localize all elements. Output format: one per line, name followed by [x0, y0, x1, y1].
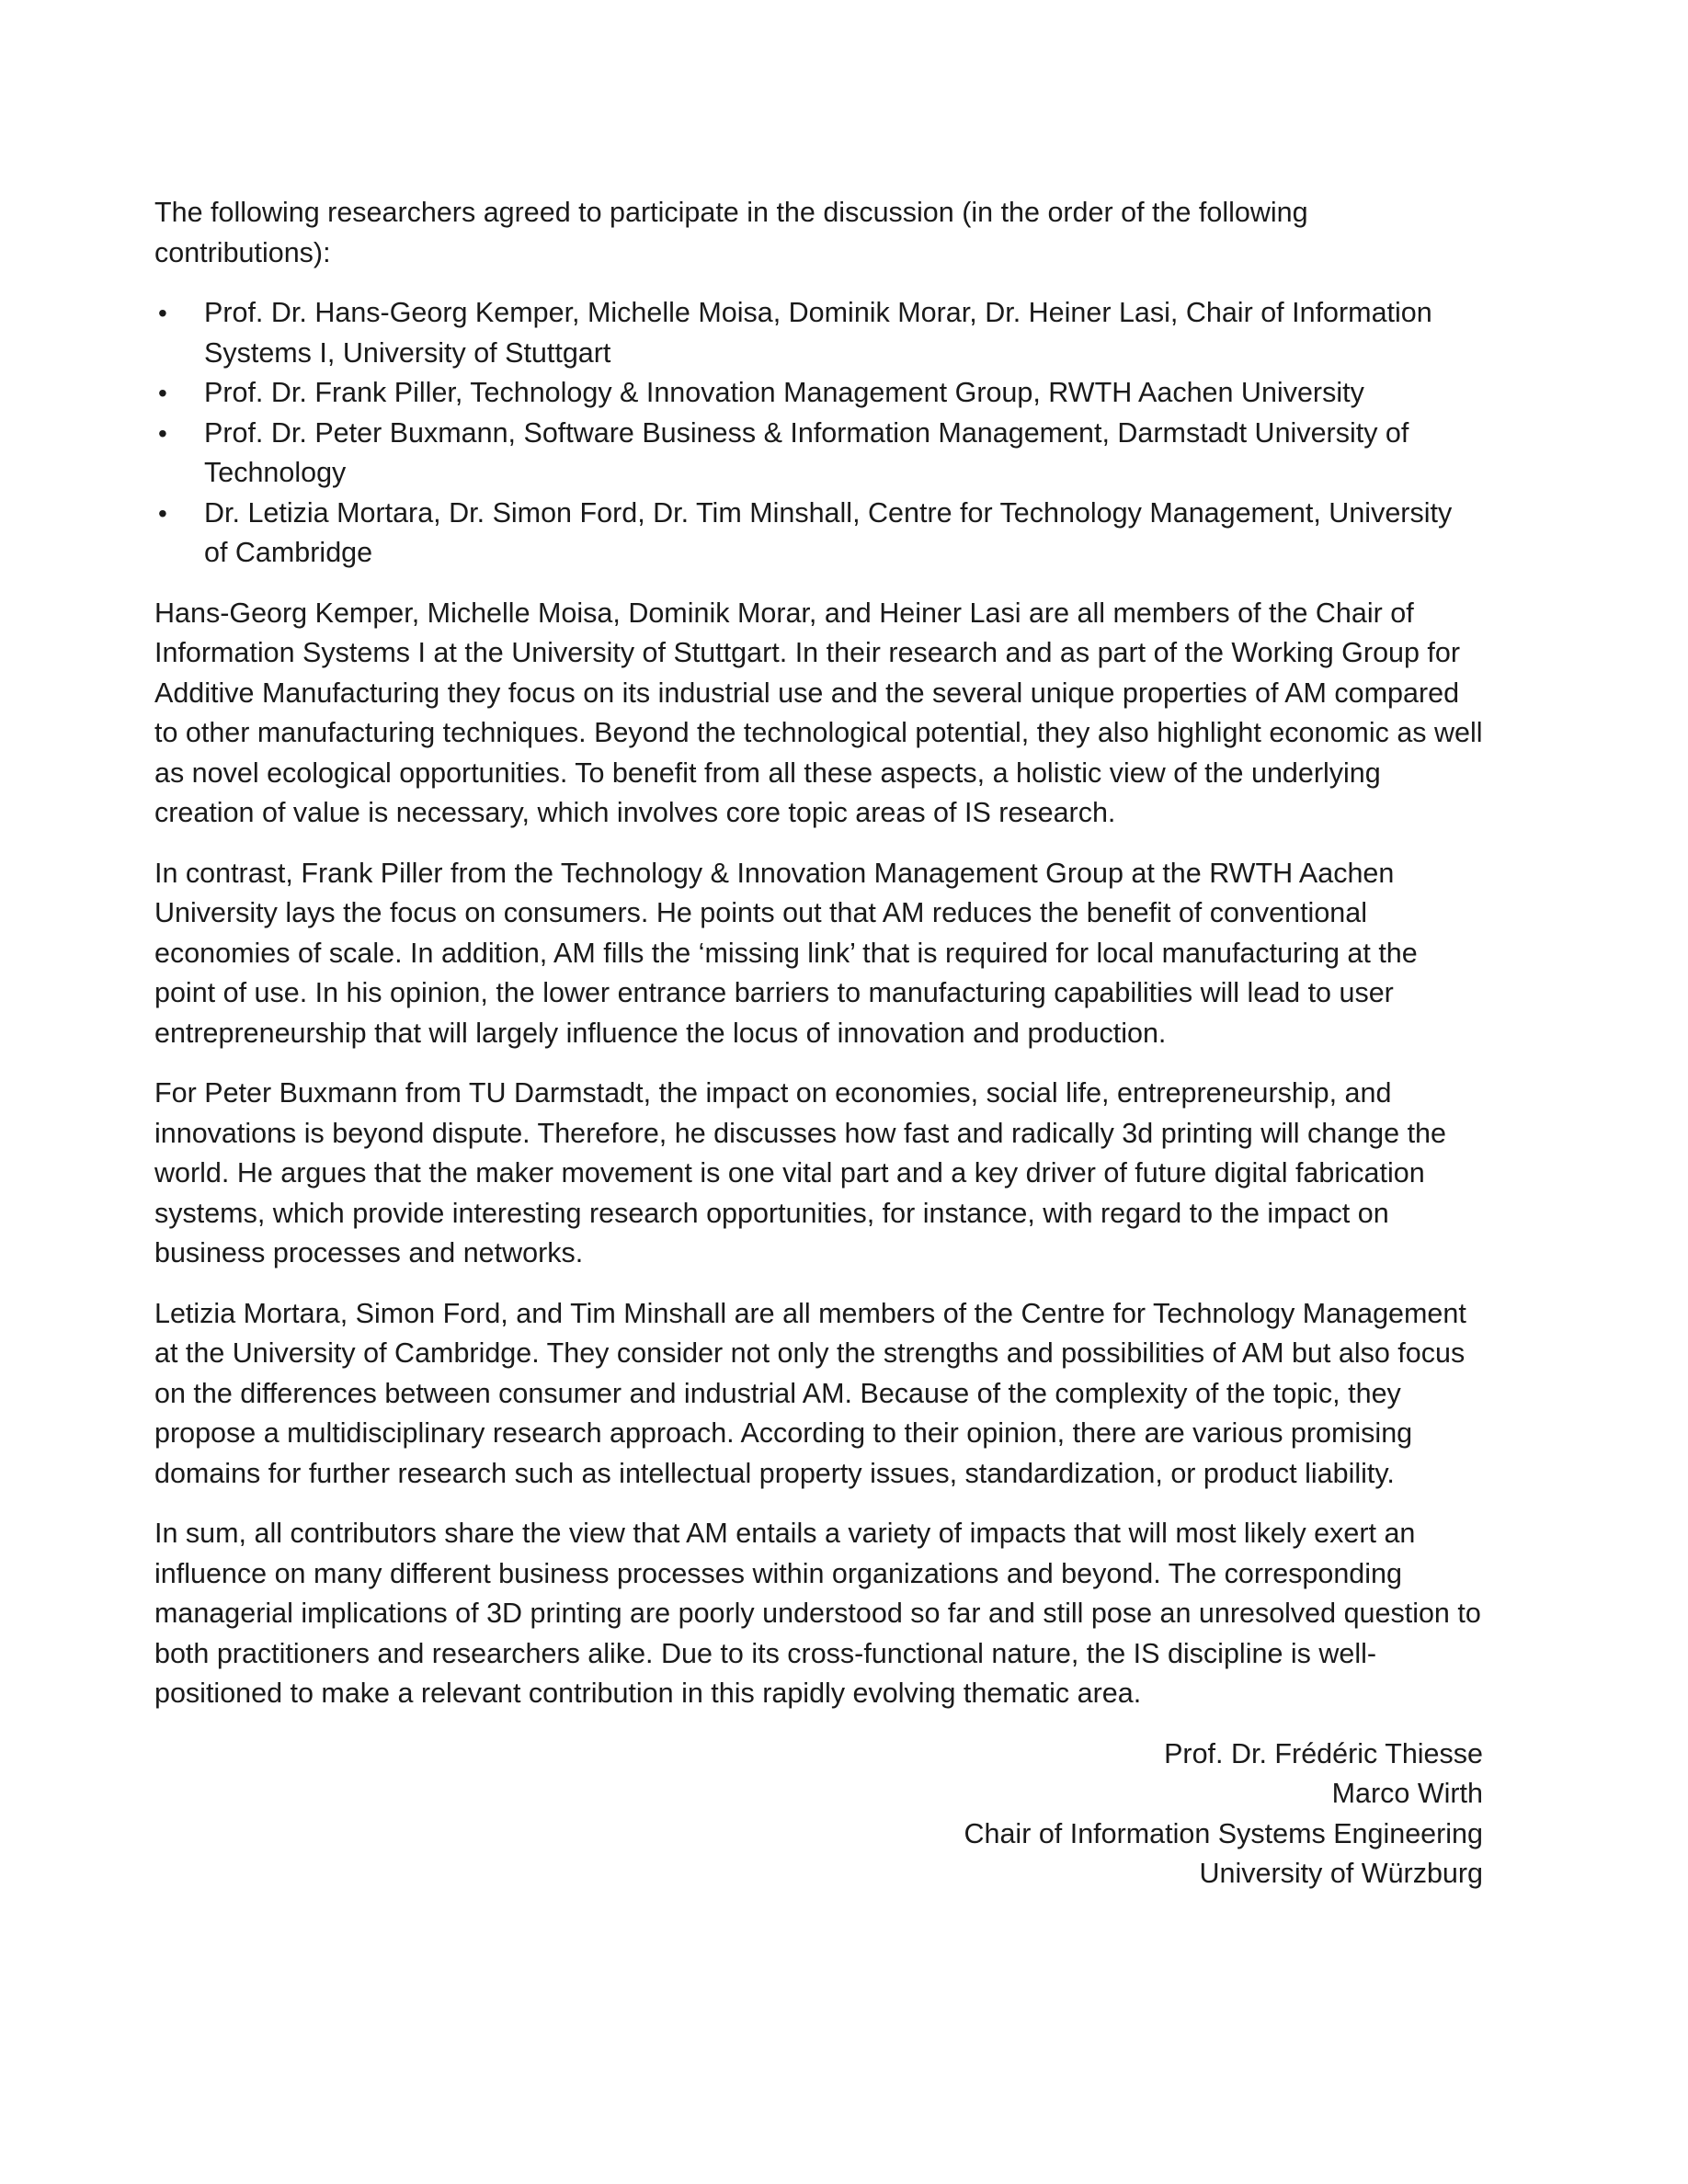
participant-text: Prof. Dr. Peter Buxmann, Software Business & Information Management, Darmstadt University of Technology — [204, 416, 1409, 488]
signature-name-1: Prof. Dr. Frédéric Thiesse — [1164, 1737, 1483, 1769]
participant-text: Dr. Letizia Mortara, Dr. Simon Ford, Dr. Tim Minshall, Centre for Technology Management, University of Cambridge — [204, 496, 1453, 568]
intro-paragraph: The following researchers agreed to participate in the discussion (in the order of the following contributions): — [154, 197, 1308, 268]
bullet-icon: • — [158, 498, 167, 528]
paragraph-summary: In sum, all contributors share the view that AM entails a variety of impacts that will most likely exert an influence on many different business processes within organizations and beyond. The corresponding managerial implications of 3D printing are poorly understood so far and still pose an unresolved question to both practitioners and researchers alike. Due to its cross-functional nature, the IS discipline is well-positioned to make a relevant contribution in this rapidly evolving thematic area. — [154, 1518, 1481, 1709]
bullet-icon: • — [158, 299, 167, 327]
participants-list — [154, 293, 1483, 574]
paragraph-darmstadt: For Peter Buxmann from TU Darmstadt, the impact on economies, social life, entrepreneurship, and innovations is beyond dispute. Therefore, he discusses how fast and radically 3d printing will change the world. He argues that the maker movement is one vital part and a key driver of future digital fabrication systems, which provide interesting research opportunities, for instance, with regard to the impact on business processes and networks. — [154, 1077, 1446, 1268]
participant-text: Prof. Dr. Hans-Georg Kemper, Michelle Moisa, Dominik Morar, Dr. Heiner Lasi, Chair of Information Systems I, University of Stuttgart — [204, 297, 1432, 369]
document-page — [154, 193, 1483, 1894]
bullet-icon: • — [158, 418, 167, 448]
signature-name-2: Marco Wirth — [1331, 1778, 1483, 1809]
signature-block — [154, 1735, 1483, 1894]
paragraph-aachen: In contrast, Frank Piller from the Technology & Innovation Management Group at the RWTH Aachen University lays the focus on consumers. He points out that AM reduces the benefit of conventional economies of scale. In addition, AM fills the ‘missing link’ that is required for local manufacturing at the point of use. In his opinion, the lower entrance barriers to manufacturing capabilities will lead to user entrepreneurship that will largely influence the locus of innovation and production. — [154, 857, 1418, 1049]
participant-text: Prof. Dr. Frank Piller, Technology & Innovation Management Group, RWTH Aachen University — [204, 377, 1364, 408]
signature-university: University of Würzburg — [1199, 1858, 1483, 1889]
signature-department: Chair of Information Systems Engineering — [964, 1817, 1483, 1849]
list-item — [154, 414, 1483, 494]
bullet-icon: • — [158, 379, 167, 407]
list-item — [154, 373, 1483, 414]
paragraph-stuttgart: Hans-Georg Kemper, Michelle Moisa, Dominik Morar, and Heiner Lasi are all members of the Chair of Information Systems I at the University of Stuttgart. In their research and as part of the Working Group for Additive Manufacturing they focus on its industrial use and the several unique properties of AM compared to other manufacturing techniques. Beyond the technological potential, they also highlight economic as well as novel ecological opportunities. To benefit from all these aspects, a holistic view of the underlying creation of value is necessary, which involves core topic areas of IS research. — [154, 597, 1483, 828]
list-item — [154, 293, 1483, 373]
list-item — [154, 494, 1483, 574]
paragraph-cambridge: Letizia Mortara, Simon Ford, and Tim Minshall are all members of the Centre for Technology Management at the University of Cambridge. They consider not only the strengths and possibilities of AM but also focus on the differences between consumer and industrial AM. Because of the complexity of the topic, they propose a multidisciplinary research approach. According to their opinion, there are various promising domains for further research such as intellectual property issues, standardization, or product liability. — [154, 1297, 1466, 1489]
